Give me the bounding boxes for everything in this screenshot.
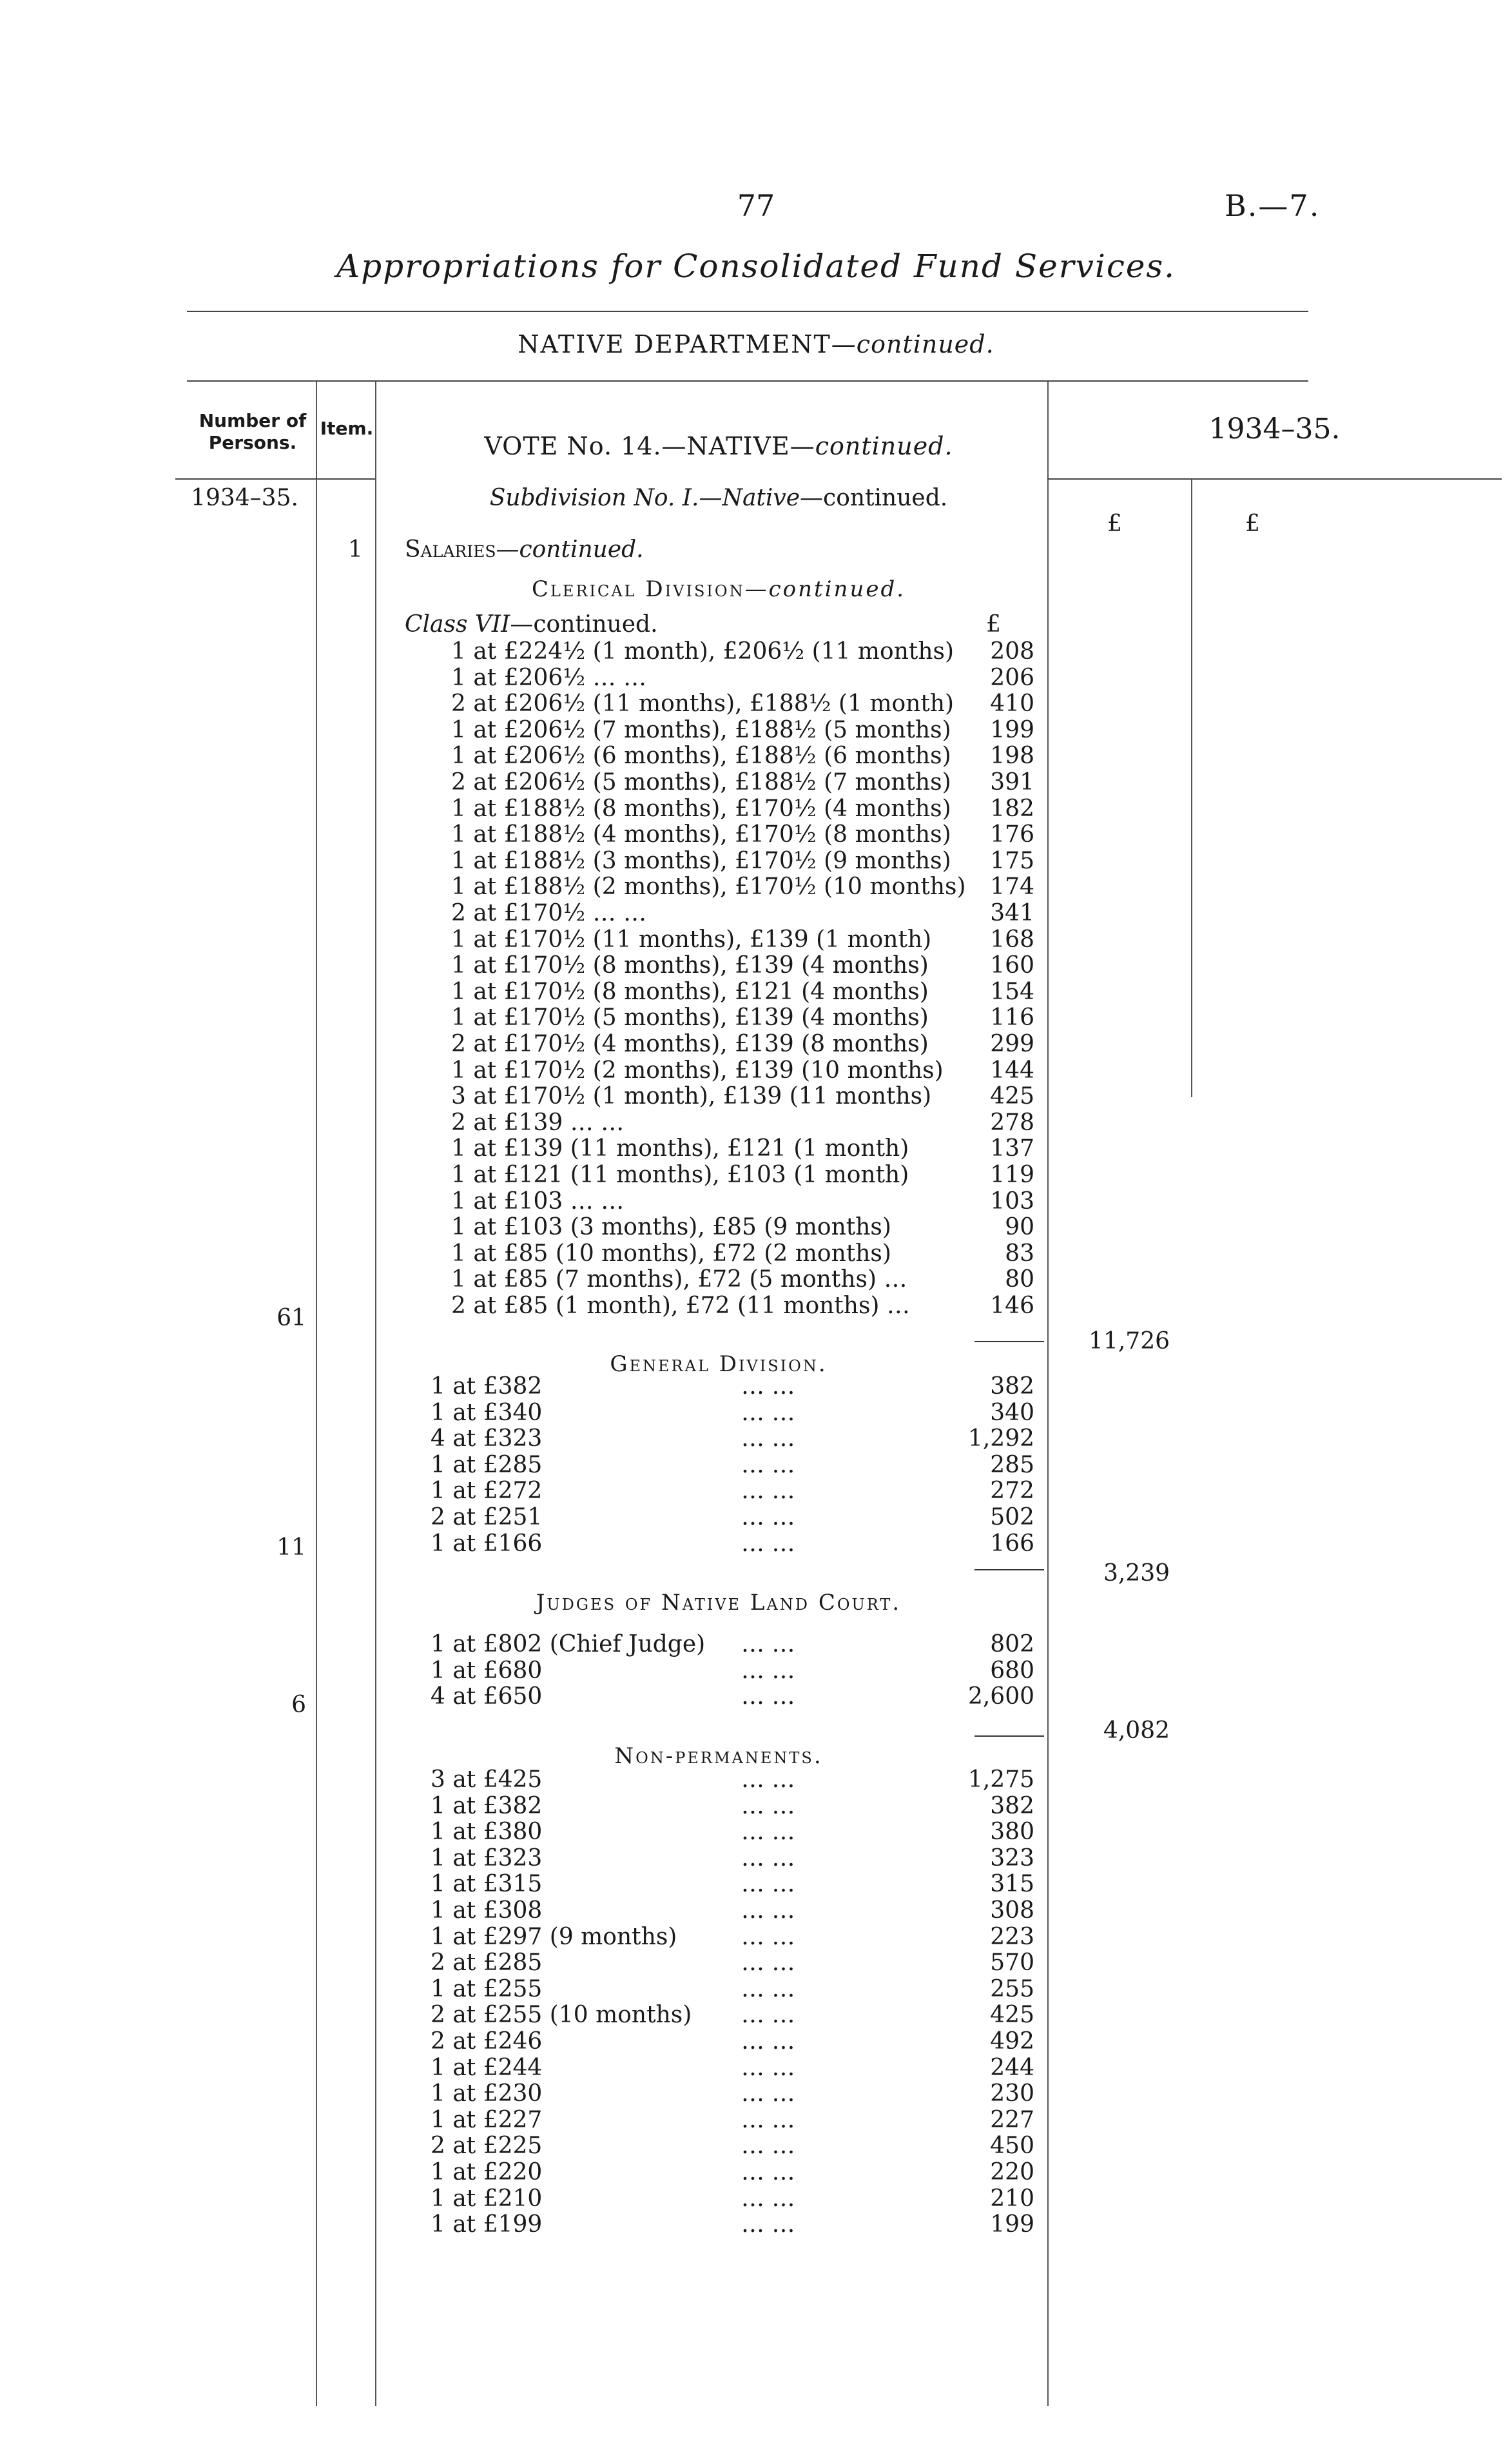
ledger-line-amount: 680: [990, 1657, 1034, 1684]
ledger-line-text: 2 at £170½ … …: [451, 900, 647, 926]
ledger-line-amount: 502: [990, 1504, 1034, 1530]
ledger-line-text: 1 at £227: [431, 2106, 543, 2133]
general-persons: 11: [276, 1534, 306, 1561]
ledger-line-amount: 341: [990, 900, 1034, 926]
leader-dots: … …: [741, 1819, 795, 1846]
document-reference: B.—7.: [1225, 188, 1321, 223]
ledger-line-text: 1 at £170½ (5 months), £139 (4 months): [451, 1004, 929, 1031]
ledger-line-amount: 220: [990, 2159, 1034, 2185]
vote-title-main: VOTE No. 14.—NATIVE—: [484, 432, 815, 460]
ledger-line-text: 1 at £315: [431, 1871, 543, 1898]
page-number: 77: [737, 188, 775, 223]
ledger-line-text: 2 at £85 (1 month), £72 (11 months) …: [451, 1293, 910, 1319]
ledger-line-amount: 1,292: [967, 1425, 1034, 1452]
column-divider-details: [1047, 382, 1049, 2406]
judges-persons: 6: [291, 1692, 306, 1718]
leader-dots: … …: [741, 2106, 795, 2133]
ledger-line-text: 1 at £244: [431, 2054, 543, 2081]
vote-title-suffix: continued.: [815, 432, 953, 460]
ledger-line-amount: 154: [990, 978, 1034, 1005]
leader-dots: … …: [741, 2054, 795, 2081]
ledger-line-amount: 802: [990, 1631, 1034, 1657]
department-name: NATIVE DEPARTMENT: [518, 330, 831, 358]
class-label: Class VII: [405, 611, 510, 638]
ledger-line-amount: 570: [990, 1949, 1034, 1977]
ledger-line-amount: 175: [990, 847, 1034, 874]
leader-dots: … …: [741, 1530, 795, 1557]
ledger-line-amount: 323: [990, 1844, 1034, 1871]
leader-dots: … …: [741, 2185, 795, 2212]
ledger-line-text: 2 at £206½ (5 months), £188½ (7 months): [451, 769, 951, 796]
leader-dots: … …: [741, 1451, 795, 1478]
ledger-line-text: 1 at £323: [431, 1844, 543, 1871]
ledger-line-amount: 119: [990, 1162, 1034, 1188]
ledger-line-text: 1 at £255: [431, 1975, 543, 2002]
ledger-line-amount: 391: [990, 769, 1034, 796]
ledger-line-amount: 174: [990, 874, 1034, 901]
ledger-line-text: 1 at £382: [431, 1792, 543, 1819]
ledger-line-amount: 210: [990, 2185, 1034, 2212]
pound-symbol-left: £: [1107, 511, 1122, 537]
ledger-line-amount: 450: [990, 2133, 1034, 2160]
column-header-persons: Number of Persons.: [199, 410, 307, 453]
ledger-line-amount: 299: [990, 1031, 1034, 1057]
ledger-line-text: 1 at £220: [431, 2159, 543, 2185]
ledger-line-amount: 492: [990, 2028, 1034, 2055]
ledger-line-text: 1 at £166: [431, 1530, 543, 1557]
ledger-line-amount: 1,275: [967, 1766, 1034, 1793]
ledger-line-text: 1 at £210: [431, 2185, 543, 2212]
ledger-line-text: 1 at £206½ (6 months), £188½ (6 months): [451, 743, 951, 770]
leader-dots: … …: [741, 2133, 795, 2160]
ledger-line-text: 2 at £225: [431, 2133, 543, 2160]
ledger-line-text: 1 at £380: [431, 1819, 543, 1846]
ledger-line-text: 4 at £323: [431, 1425, 543, 1452]
ledger-line-amount: 278: [990, 1109, 1034, 1136]
ledger-line-amount: 160: [990, 952, 1034, 979]
leader-dots: … …: [741, 1949, 795, 1977]
subdivision-title: [396, 485, 1041, 511]
general-total: 3,239: [1103, 1560, 1170, 1587]
clerical-title-suffix: —continued.: [744, 576, 906, 602]
ledger-line-text: 1 at £188½ (4 months), £170½ (8 months): [451, 821, 951, 848]
table-top-rule: [187, 380, 1308, 382]
ledger-line-amount: 90: [1005, 1214, 1034, 1241]
ledger-line-amount: 380: [990, 1819, 1034, 1846]
ledger-line-text: 3 at £425: [431, 1766, 543, 1793]
ledger-line-text: 1 at £121 (11 months), £103 (1 month): [451, 1162, 909, 1188]
ledger-line-amount: 83: [1005, 1240, 1034, 1267]
ledger-line-amount: 244: [990, 2054, 1034, 2081]
persons-year-label: 1934–35.: [191, 485, 298, 511]
column-header-year: 1934–35.: [1208, 413, 1341, 445]
ledger-line-amount: 80: [1005, 1266, 1034, 1293]
ledger-line-text: 1 at £206½ (7 months), £188½ (5 months): [451, 716, 951, 743]
leader-dots: … …: [741, 1478, 795, 1505]
ledger-line-text: 1 at £199: [431, 2211, 543, 2238]
clerical-total: 11,726: [1089, 1328, 1170, 1354]
clerical-pound-symbol: £: [986, 611, 1001, 638]
ledger-line-text: 2 at £139 … …: [451, 1109, 625, 1136]
page-title: Appropriations for Consolidated Fund Services.: [336, 248, 1176, 285]
ledger-line-amount: 285: [990, 1451, 1034, 1478]
judges-title-text: Judges of Native Land Court.: [536, 1590, 902, 1616]
ledger-line-amount: 227: [990, 2106, 1034, 2133]
ledger-line-amount: 208: [990, 638, 1034, 665]
judges-total: 4,082: [1103, 1717, 1170, 1744]
header-rule-right: [1047, 478, 1502, 480]
ledger-line-text: 1 at £170½ (11 months), £139 (1 month): [451, 926, 932, 953]
ledger-line-amount: 103: [990, 1187, 1034, 1215]
leader-dots: … …: [741, 1766, 795, 1793]
nonperm-title: [396, 1743, 1041, 1769]
subdivision-prefix: Subdivision No. I.—Native—: [489, 485, 824, 511]
department-suffix: —continued.: [831, 330, 994, 358]
ledger-line-text: 1 at £103 … …: [451, 1187, 625, 1215]
ledger-line-amount: 168: [990, 926, 1034, 953]
ledger-line-text: 1 at £230: [431, 2080, 543, 2107]
column-header-item: Item.: [320, 418, 374, 439]
ledger-line-text: 1 at £285: [431, 1451, 543, 1478]
ledger-line-amount: 199: [990, 2211, 1034, 2238]
ledger-line-amount: 315: [990, 1871, 1034, 1898]
ledger-line-amount: 182: [990, 795, 1034, 822]
leader-dots: … …: [741, 1871, 795, 1898]
leader-dots: … …: [741, 1792, 795, 1819]
ledger-line-amount: 144: [990, 1057, 1034, 1084]
salaries-suffix: —continued.: [496, 536, 644, 563]
leader-dots: … …: [741, 2159, 795, 2185]
ledger-line-amount: 2,600: [967, 1683, 1034, 1710]
leader-dots: … …: [741, 1683, 795, 1710]
ledger-line-text: 3 at £170½ (1 month), £139 (11 months): [451, 1083, 932, 1110]
class-suffix: —continued.: [510, 611, 658, 638]
ledger-line-amount: 166: [990, 1530, 1034, 1557]
ledger-line-text: 1 at £170½ (2 months), £139 (10 months): [451, 1057, 944, 1084]
ledger-line-text: 1 at £188½ (8 months), £170½ (4 months): [451, 795, 951, 822]
ledger-line-text: 1 at £802 (Chief Judge): [431, 1631, 706, 1657]
subdivision-suffix: continued.: [823, 485, 948, 511]
ledger-line-amount: 230: [990, 2080, 1034, 2107]
ledger-line-text: 1 at £308: [431, 1897, 543, 1924]
ledger-line-amount: 176: [990, 821, 1034, 848]
ledger-line-text: 2 at £251: [431, 1504, 543, 1530]
ledger-line-text: 2 at £206½ (11 months), £188½ (1 month): [451, 690, 955, 718]
ledger-line-text: 1 at £170½ (8 months), £139 (4 months): [451, 952, 929, 979]
ledger-line-amount: 425: [990, 1083, 1034, 1110]
leader-dots: … …: [741, 1897, 795, 1924]
ledger-line-text: 2 at £170½ (4 months), £139 (8 months): [451, 1031, 929, 1057]
ledger-line-amount: 116: [990, 1004, 1034, 1031]
ledger-line-text: 2 at £246: [431, 2028, 543, 2055]
title-rule: [187, 311, 1308, 312]
general-title: General Division.: [610, 1351, 828, 1377]
ledger-line-text: 1 at £272: [431, 1478, 543, 1505]
ledger-line-amount: 137: [990, 1135, 1034, 1162]
ledger-line-amount: 146: [990, 1293, 1034, 1319]
clerical-persons: 61: [276, 1305, 306, 1331]
leader-dots: … …: [741, 1504, 795, 1530]
leader-dots: … …: [741, 2211, 795, 2238]
item-number: 1: [348, 536, 363, 563]
header-rule-item: [316, 478, 375, 480]
nonperm-title-text: Non-permanents.: [614, 1743, 823, 1769]
ledger-line-amount: 199: [990, 716, 1034, 743]
leader-dots: … …: [741, 1975, 795, 2002]
judges-title: [396, 1590, 1041, 1616]
column-divider-persons: [316, 382, 317, 2406]
leader-dots: … …: [741, 1923, 795, 1950]
ledger-line-text: 1 at £139 (11 months), £121 (1 month): [451, 1135, 909, 1162]
leader-dots: … …: [741, 2080, 795, 2107]
ledger-line-amount: 206: [990, 664, 1034, 691]
vote-title: [396, 432, 1041, 460]
header-rule-left: [175, 478, 316, 480]
pound-symbol-right: £: [1245, 511, 1260, 537]
ledger-line-text: 2 at £255 (10 months): [431, 2002, 692, 2029]
ledger-line-amount: 425: [990, 2002, 1034, 2029]
leader-dots: … …: [741, 1631, 795, 1657]
ledger-line-text: 1 at £103 (3 months), £85 (9 months): [451, 1214, 891, 1241]
ledger-line-amount: 340: [990, 1399, 1034, 1426]
leader-dots: … …: [741, 1657, 795, 1684]
leader-dots: … …: [741, 1844, 795, 1871]
ledger-line-amount: 223: [990, 1923, 1034, 1950]
ledger-line-amount: 308: [990, 1897, 1034, 1924]
ledger-line-text: 1 at £188½ (3 months), £170½ (9 months): [451, 847, 951, 874]
ledger-line-text: 1 at £85 (10 months), £72 (2 months): [451, 1240, 891, 1267]
column-divider-totals: [1191, 478, 1192, 1097]
department-heading: [0, 330, 1512, 358]
salaries-label: Salaries: [405, 536, 496, 563]
leader-dots: … …: [741, 1373, 795, 1400]
ledger-line-amount: 382: [990, 1373, 1034, 1400]
ledger-line-text: 4 at £650: [431, 1683, 543, 1710]
ledger-line-amount: 382: [990, 1792, 1034, 1819]
ledger-line-amount: 198: [990, 743, 1034, 770]
ledger-line-text: 1 at £206½ … …: [451, 664, 647, 691]
leader-dots: … …: [741, 2028, 795, 2055]
ledger-line-text: 1 at £382: [431, 1373, 543, 1400]
ledger-line-text: 1 at £340: [431, 1399, 543, 1426]
ledger-line-text: 2 at £285: [431, 1949, 543, 1977]
leader-dots: … …: [741, 1399, 795, 1426]
ledger-line-text: 1 at £297 (9 months): [431, 1923, 677, 1950]
leader-dots: … …: [741, 2002, 795, 2029]
leader-dots: … …: [741, 1425, 795, 1452]
ledger-line-text: 1 at £224½ (1 month), £206½ (11 months): [451, 638, 955, 665]
ledger-line-text: 1 at £188½ (2 months), £170½ (10 months): [451, 874, 966, 901]
class-heading: [405, 611, 658, 638]
ledger-line-amount: 255: [990, 1975, 1034, 2002]
ledger-line-text: 1 at £680: [431, 1657, 543, 1684]
column-divider-item: [375, 382, 376, 2406]
ledger-line-text: 1 at £170½ (8 months), £121 (4 months): [451, 978, 929, 1005]
ledger-line-amount: 272: [990, 1478, 1034, 1505]
ledger-line-text: 1 at £85 (7 months), £72 (5 months) …: [451, 1266, 907, 1293]
clerical-division-title: [396, 576, 1041, 602]
salaries-heading: [405, 536, 644, 563]
clerical-title: Clerical Division: [531, 576, 745, 602]
ledger-line-amount: 410: [990, 690, 1034, 718]
